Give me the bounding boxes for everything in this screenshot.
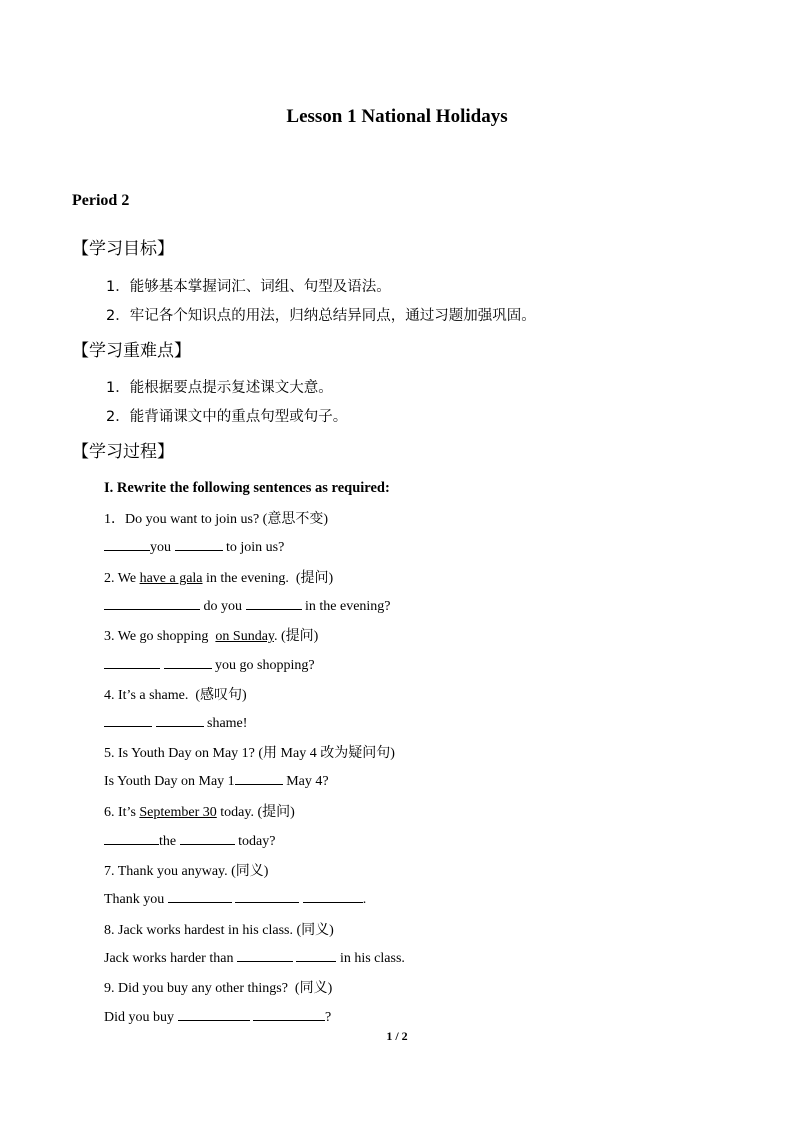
period-label: Period 2: [72, 192, 130, 209]
answer-blank[interactable]: [104, 597, 200, 610]
answer-blank[interactable]: [237, 949, 293, 962]
key-item-1: 1．能根据要点提示复述课文大意。: [106, 380, 333, 396]
answer-line-4: shame!: [104, 714, 247, 732]
answer-line-2: do you in the evening?: [104, 597, 391, 615]
goal-item-1: 1．能够基本掌握词汇、词组、句型及语法。: [106, 279, 391, 295]
answer-blank[interactable]: [296, 949, 336, 962]
section-heading-process: 【学习过程】: [72, 442, 174, 462]
question-3: 3. We go shopping on Sunday. (提问): [104, 629, 319, 644]
question-6: 6. It’s September 30 today. (提问): [104, 805, 295, 820]
answer-blank[interactable]: [156, 714, 204, 727]
question-5: 5. Is Youth Day on May 1? (用 May 4 改为疑问句): [104, 746, 395, 761]
question-4: 4. It’s a shame. (感叹句): [104, 688, 247, 703]
answer-blank[interactable]: [104, 832, 159, 845]
document-title: Lesson 1 National Holidays: [286, 106, 508, 127]
question-7: 7. Thank you anyway. (同义): [104, 864, 269, 879]
answer-line-8: Jack works harder than in his class.: [104, 951, 405, 966]
page-indicator: 1 / 2: [386, 1029, 408, 1043]
section-heading-key-points: 【学习重难点】: [72, 341, 191, 361]
answer-blank[interactable]: [253, 1008, 325, 1021]
answer-blank[interactable]: [303, 890, 363, 903]
answer-line-6: the today?: [104, 832, 275, 850]
answer-line-3: you go shopping?: [104, 656, 315, 674]
answer-blank[interactable]: [104, 538, 150, 551]
answer-line-9: Did you buy ?: [104, 1010, 332, 1025]
answer-blank[interactable]: [175, 538, 223, 551]
answer-blank[interactable]: [164, 656, 212, 669]
answer-blank[interactable]: [235, 772, 283, 785]
answer-blank[interactable]: [246, 597, 302, 610]
answer-line-7: Thank you .: [104, 892, 367, 907]
answer-blank[interactable]: [180, 832, 235, 845]
goal-item-2: 2．牢记各个知识点的用法，归纳总结异同点，通过习题加强巩固。: [106, 308, 536, 324]
answer-blank[interactable]: [104, 656, 160, 669]
question-2: 2. We have a gala in the evening. (提问): [104, 571, 334, 586]
answer-line-1: you to join us?: [104, 538, 284, 556]
question-8: 8. Jack works hardest in his class. (同义): [104, 923, 334, 938]
answer-blank[interactable]: [104, 714, 152, 727]
section-heading-goals: 【学习目标】: [72, 239, 174, 259]
answer-blank[interactable]: [235, 890, 299, 903]
answer-blank[interactable]: [168, 890, 232, 903]
key-item-2: 2．能背诵课文中的重点句型或句子。: [106, 409, 348, 425]
answer-blank[interactable]: [178, 1008, 250, 1021]
answer-line-5: Is Youth Day on May 1 May 4?: [104, 774, 329, 789]
question-1: 1．Do you want to join us? (意思不变): [104, 512, 328, 527]
question-9: 9. Did you buy any other things? (同义): [104, 981, 333, 996]
exercise-instruction: I. Rewrite the following sentences as required:: [104, 480, 390, 496]
